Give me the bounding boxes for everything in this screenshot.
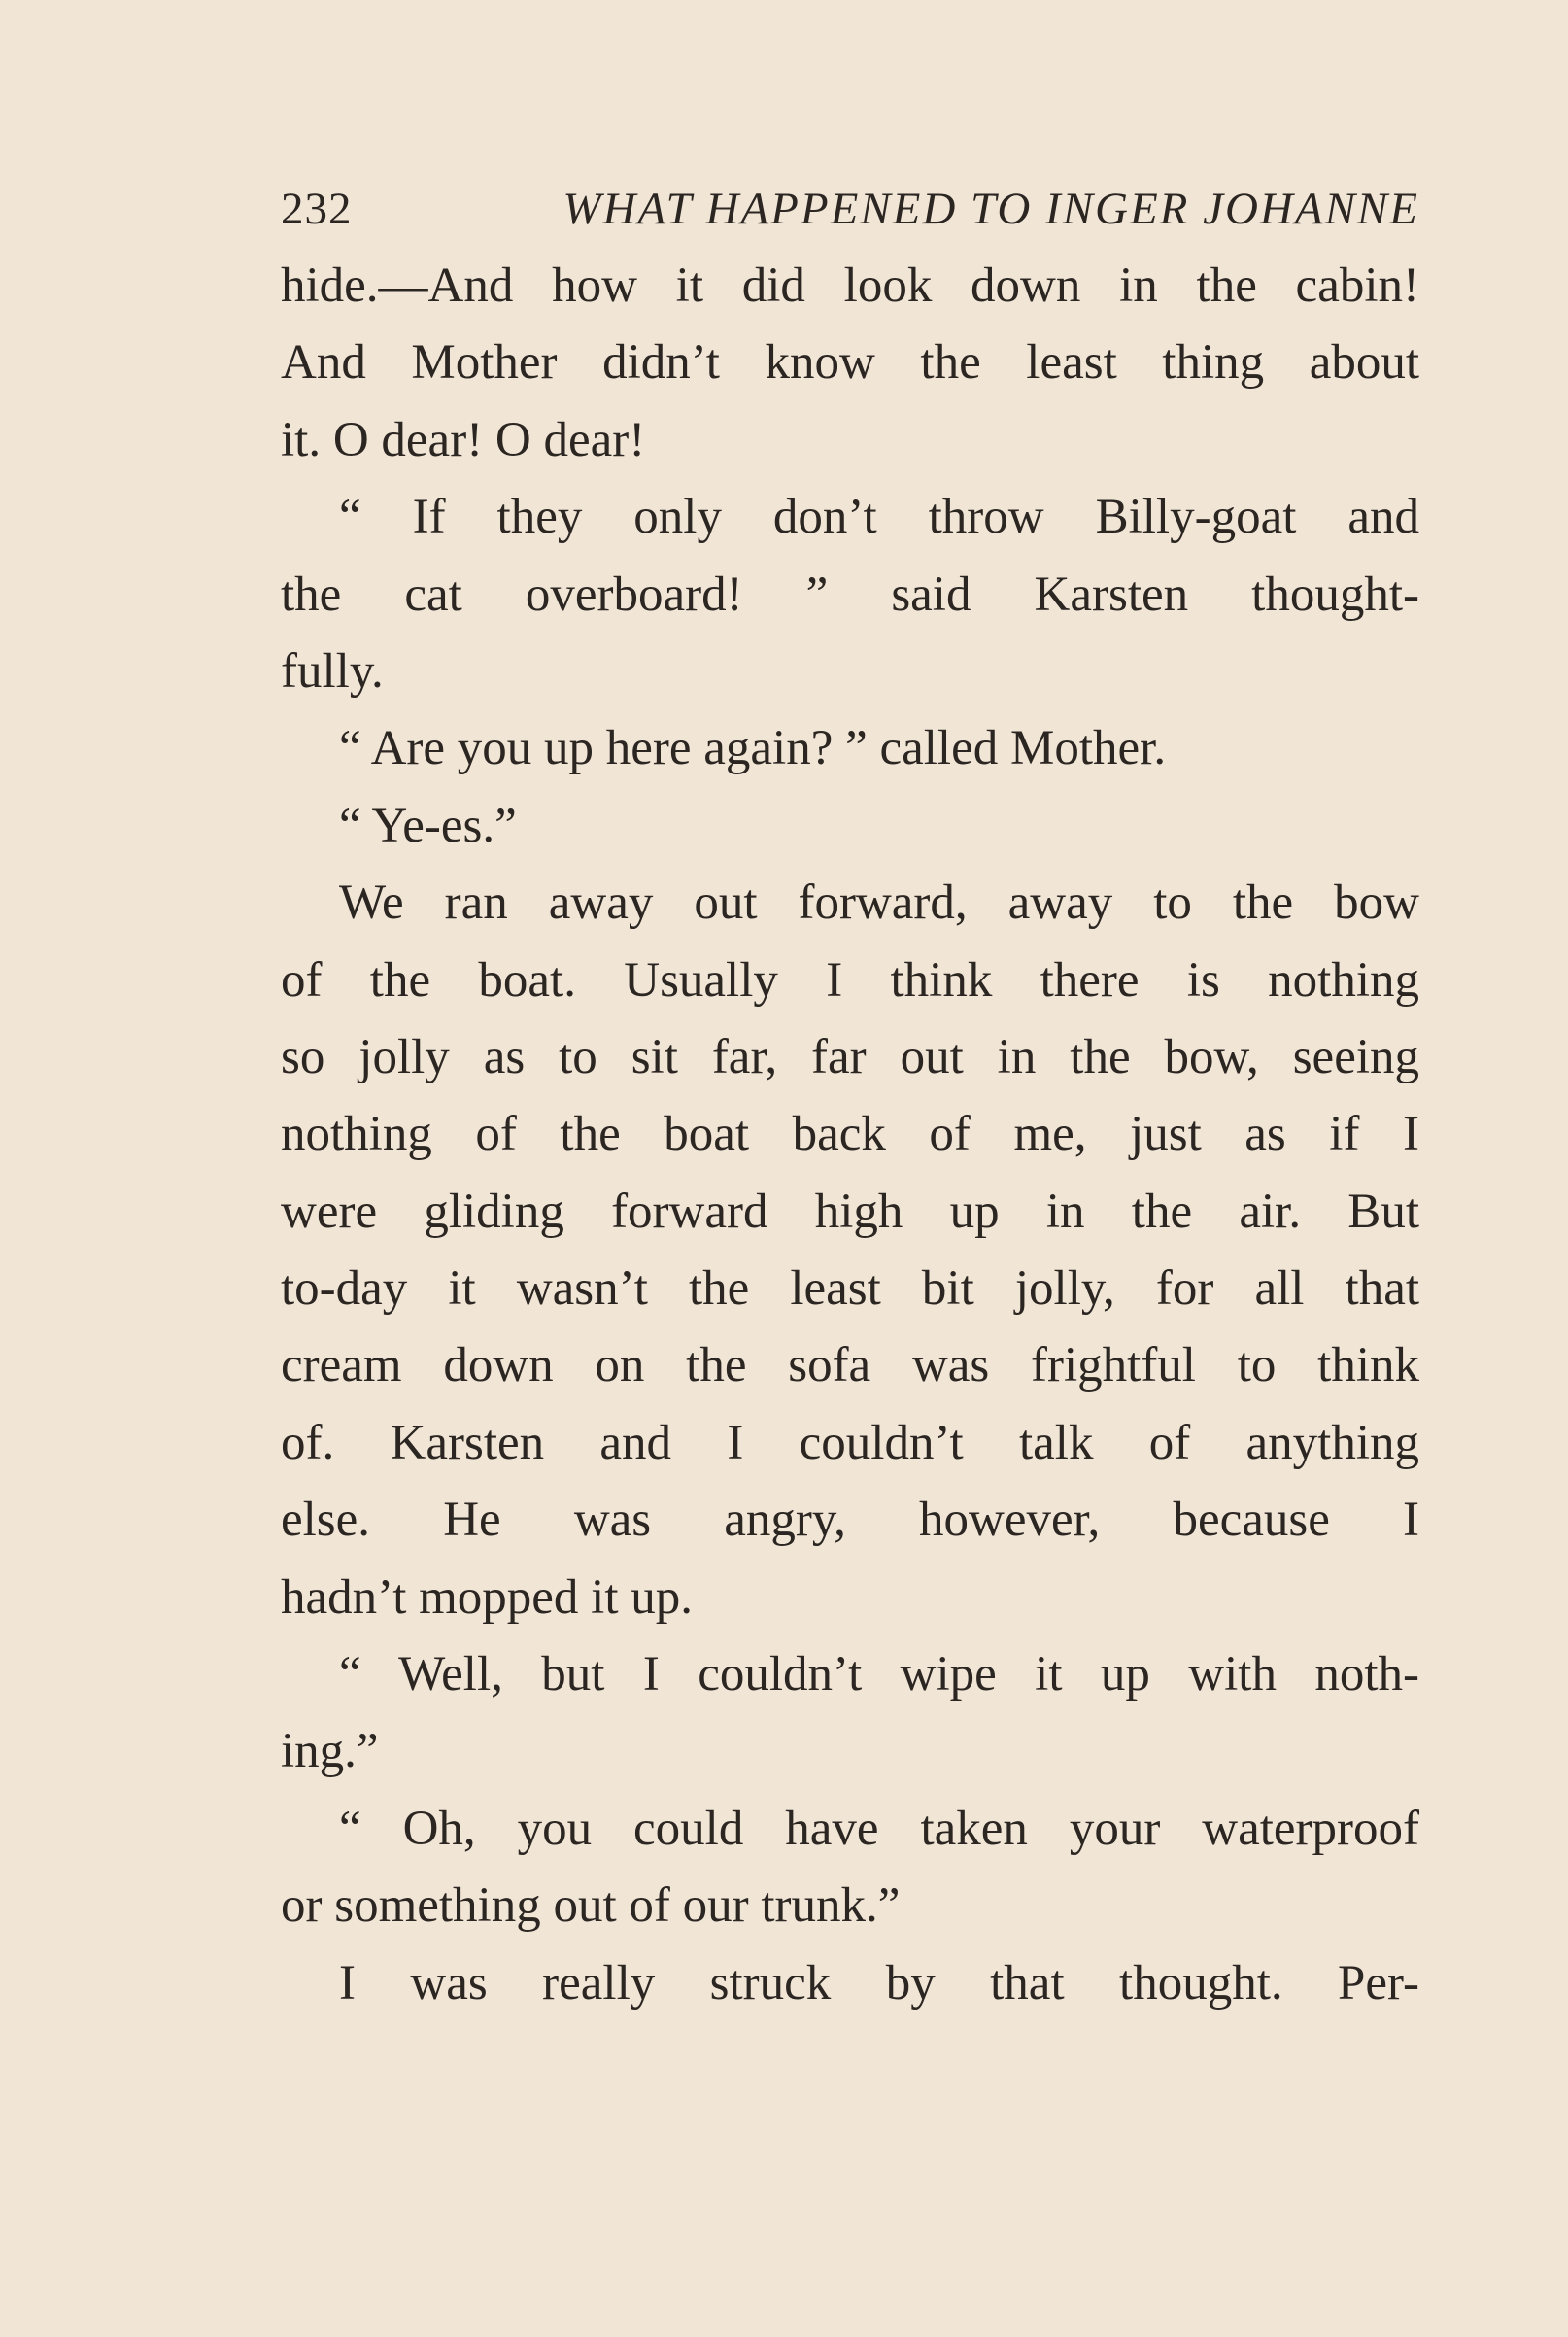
- text-line: “ Ye-es.”: [339, 798, 517, 853]
- text-line: We ran away out forward, away to the bow: [339, 876, 1419, 931]
- text-line: the cat overboard! ” said Karsten thought-: [281, 567, 1419, 622]
- text-line: it. O dear! O dear!: [281, 412, 646, 467]
- text-line: ing.”: [281, 1724, 379, 1779]
- text-line: of. Karsten and I couldn’t talk of anything: [281, 1415, 1419, 1470]
- text-line: cream down on the sofa was frightful to think: [281, 1338, 1419, 1393]
- text-line: hadn’t mopped it up.: [281, 1569, 694, 1625]
- text-line: hide.—And how it did look down in the cabin!: [281, 258, 1419, 313]
- text-line: nothing of the boat back of me, just as if I: [281, 1107, 1419, 1162]
- text-line: of the boat. Usually I think there is nothing: [281, 952, 1419, 1008]
- text-line: or something out of our trunk.”: [281, 1878, 901, 1934]
- text-line: else. He was angry, however, because I: [281, 1493, 1419, 1548]
- text-line: “ Well, but I couldn’t wipe it up with noth-: [339, 1647, 1419, 1702]
- text-line: so jolly as to sit far, far out in the bow, seeing: [281, 1029, 1419, 1084]
- text-line: And Mother didn’t know the least thing about: [281, 335, 1419, 391]
- text-line: I was really struck by that thought. Per-: [339, 1955, 1419, 2011]
- text-line: “ Oh, you could have taken your waterproof: [339, 1801, 1419, 1856]
- body-text: [281, 248, 1419, 2022]
- text-line: to-day it wasn’t the least bit jolly, for all that: [281, 1261, 1419, 1317]
- text-line: were gliding forward high up in the air. But: [281, 1184, 1419, 1239]
- running-title: WHAT HAPPENED TO INGER JOHANNE: [562, 184, 1419, 234]
- running-header: [281, 170, 1419, 248]
- text-line: “ If they only don’t throw Billy-goat and: [339, 490, 1419, 545]
- text-block: [281, 170, 1419, 2022]
- page-number: 232: [281, 184, 353, 234]
- text-line: “ Are you up here again? ” called Mother.: [339, 721, 1167, 776]
- text-line: fully.: [281, 643, 384, 699]
